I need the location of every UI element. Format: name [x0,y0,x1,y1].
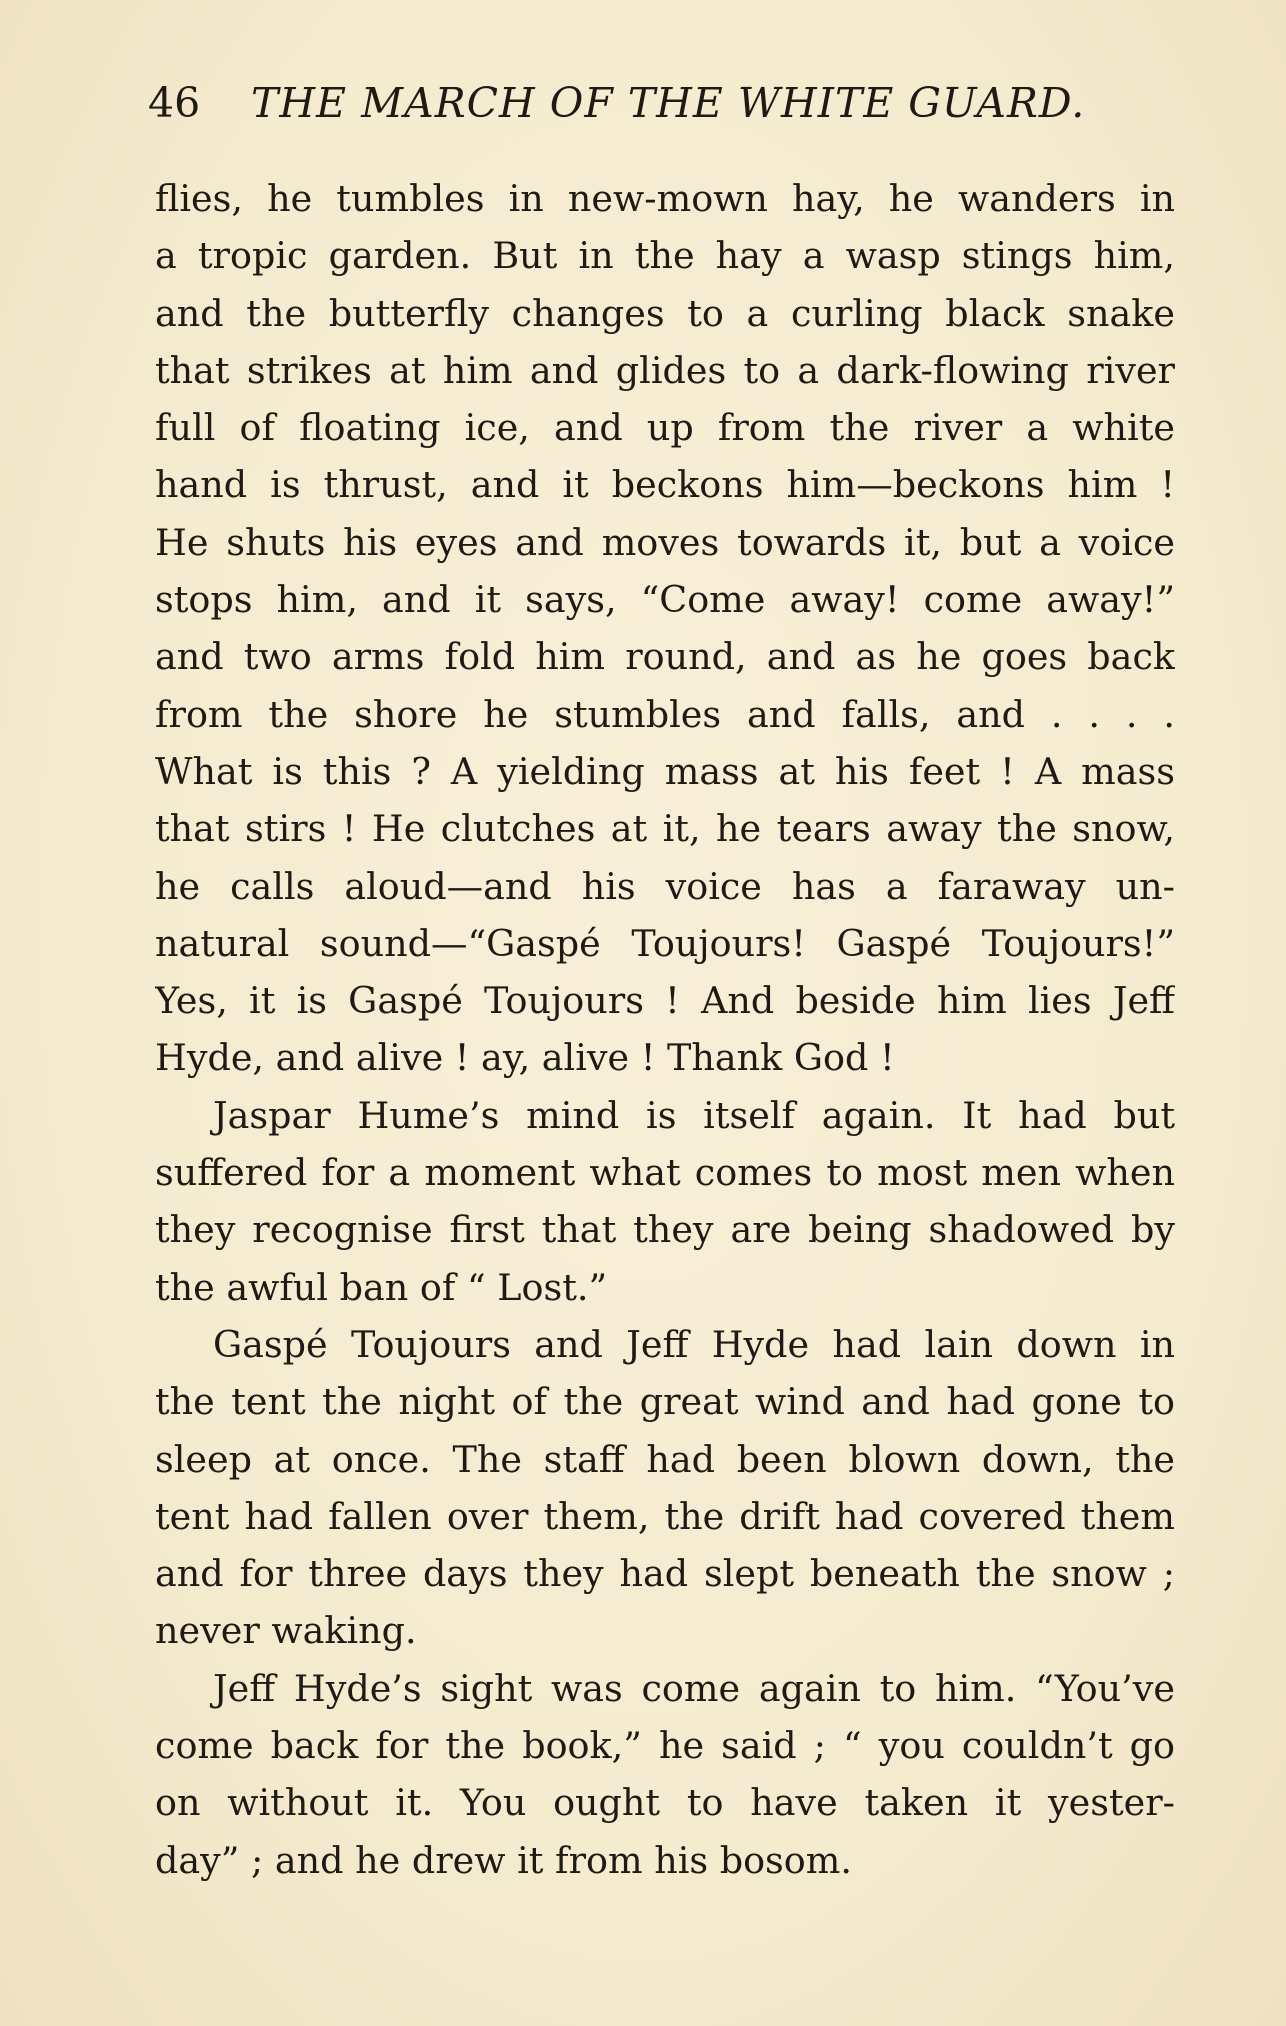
text-line: Gaspé Toujours and Jeff Hyde had lain down in [213,1322,1175,1366]
text-line: they recognise first that they are being shadowed by [155,1208,1175,1252]
running-title: THE MARCH OF THE WHITE GUARD. [251,79,1086,127]
text-line: and two arms fold him round, and as he goes back [155,635,1175,679]
text-line: Jaspar Hume’s mind is itself again. It had but [213,1093,1175,1137]
text-line: stops him, and it says, “Come away! come away!” [155,578,1175,622]
text-line: hand is thrust, and it beckons him—beckons him ! [155,463,1175,507]
text-line: sleep at once. The staff had been blown down, the [155,1437,1175,1481]
text-line: and for three days they had slept beneath the snow ; [155,1552,1175,1596]
text-line: he calls aloud—and his voice has a faraway un- [155,864,1175,908]
text-line: tent had fallen over them, the drift had covered them [155,1494,1175,1538]
text-line: that strikes at him and glides to a dark-flowing river [155,348,1175,392]
text-line: from the shore he stumbles and falls, and . . . . [155,692,1175,736]
text-line: Yes, it is Gaspé Toujours ! And beside him lies Jeff [155,979,1175,1023]
text-line: Jeff Hyde’s sight was come again to him. “You’ve [213,1666,1175,1710]
text-line: full of floating ice, and up from the river a white [155,406,1175,450]
text-line: the awful ban of “ Lost.” [155,1265,608,1309]
page-number: 46 [148,79,201,127]
text-line: suffered for a moment what comes to most men when [155,1151,1175,1195]
text-line: the tent the night of the great wind and had gone to [155,1380,1175,1424]
text-line: never waking. [155,1609,417,1653]
text-line: that stirs ! He clutches at it, he tears away the snow, [155,807,1175,851]
text-line: natural sound—“Gaspé Toujours! Gaspé Toujours!” [155,921,1175,965]
text-line: flies, he tumbles in new-mown hay, he wanders in [155,177,1175,220]
text-line: on without it. You ought to have taken it yester- [155,1781,1175,1825]
page-header [148,78,1088,128]
text-line: come back for the book,” he said ; “ you couldn’t go [155,1724,1175,1768]
text-line: a tropic garden. But in the hay a wasp stings him, [155,234,1175,278]
text-line: What is this ? A yielding mass at his feet ! A mass [155,749,1175,793]
text-line: day” ; and he drew it from his bosom. [155,1838,852,1882]
text-line: and the butterfly changes to a curling black snake [155,291,1175,335]
body-text [155,170,1175,1889]
text-line: Hyde, and alive ! ay, alive ! Thank God ! [155,1036,895,1080]
text-line: He shuts his eyes and moves towards it, but a voice [155,520,1175,564]
